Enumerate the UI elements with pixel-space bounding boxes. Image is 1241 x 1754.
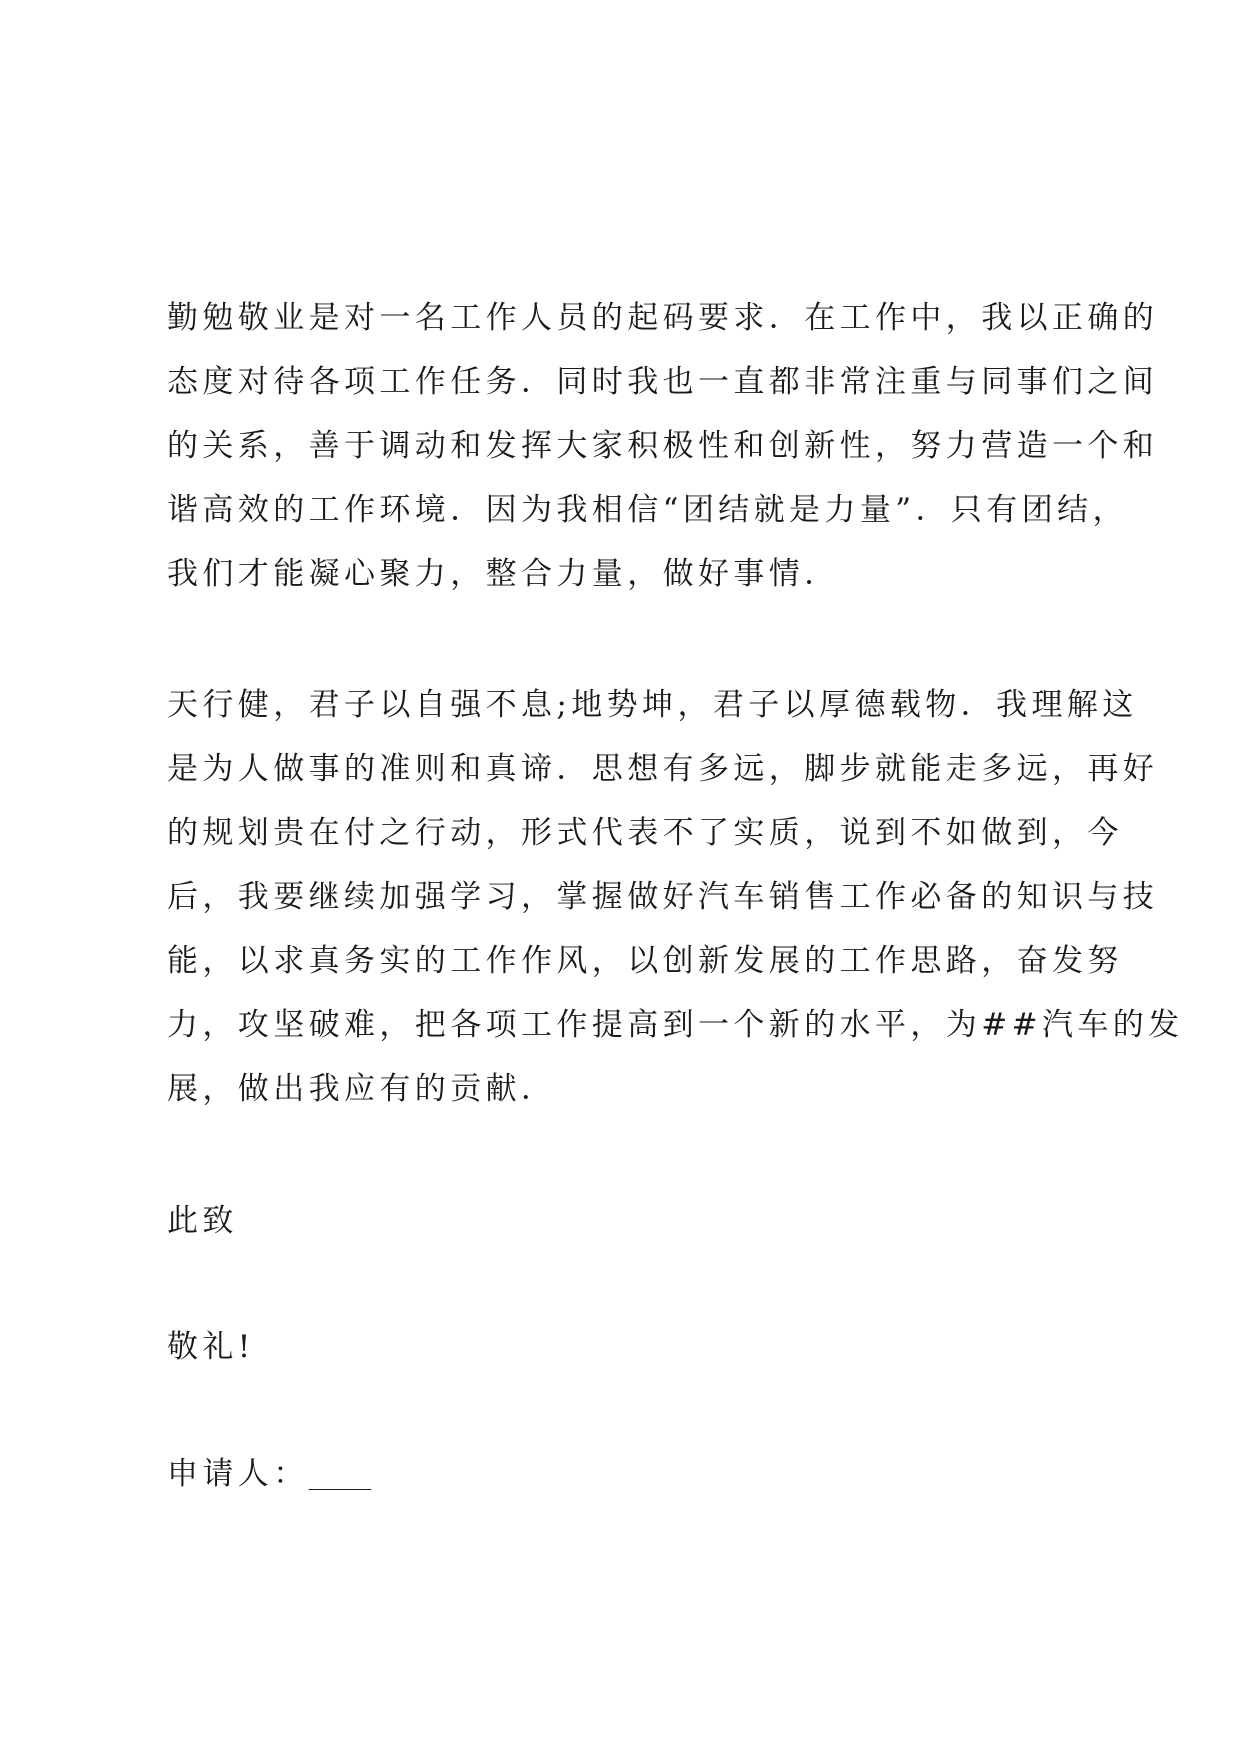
paragraph-line: 天行健，君子以自强不息;地势坤，君子以厚德载物．我理解这	[167, 687, 1138, 723]
paragraph-line: 态度对待各项工作任务．同时我也一直都非常注重与同事们之间	[167, 364, 1159, 400]
paragraph-line: 能，以求真务实的工作作风，以创新发展的工作思路，奋发努	[167, 943, 1123, 979]
applicant-line	[167, 1442, 1097, 1506]
paragraph-line: 展，做出我应有的贡献．	[167, 1071, 557, 1107]
paragraph-commitment	[167, 673, 1184, 1121]
applicant-block	[167, 1442, 1097, 1506]
paragraph-teamwork	[167, 286, 1159, 606]
salutation-text: 敬礼!	[167, 1329, 255, 1365]
closing-block	[167, 1189, 1097, 1253]
applicant-label: 申请人：	[167, 1456, 309, 1492]
applicant-blank: ____	[308, 1461, 372, 1491]
paragraph-line: 的规划贵在付之行动，形式代表不了实质，说到不如做到，今	[167, 815, 1123, 851]
paragraph-line: 后，我要继续加强学习，掌握做好汽车销售工作必备的知识与技	[167, 879, 1159, 915]
paragraph-line: 谐高效的工作环境．因为我相信“团结就是力量”．只有团结，	[167, 492, 1128, 528]
closing-text: 此致	[167, 1203, 238, 1239]
salutation-block	[167, 1315, 1097, 1379]
paragraph-line: 勤勉敬业是对一名工作人员的起码要求．在工作中，我以正确的	[167, 300, 1159, 336]
paragraph-line: 我们才能凝心聚力，整合力量，做好事情．	[167, 556, 840, 592]
paragraph-line: 是为人做事的准则和真谛．思想有多远，脚步就能走多远，再好	[167, 751, 1159, 787]
paragraph-line: 力，攻坚破难，把各项工作提高到一个新的水平，为##汽车的发	[167, 1007, 1184, 1043]
paragraph-line: 的关系，善于调动和发挥大家积极性和创新性，努力营造一个和	[167, 428, 1159, 464]
